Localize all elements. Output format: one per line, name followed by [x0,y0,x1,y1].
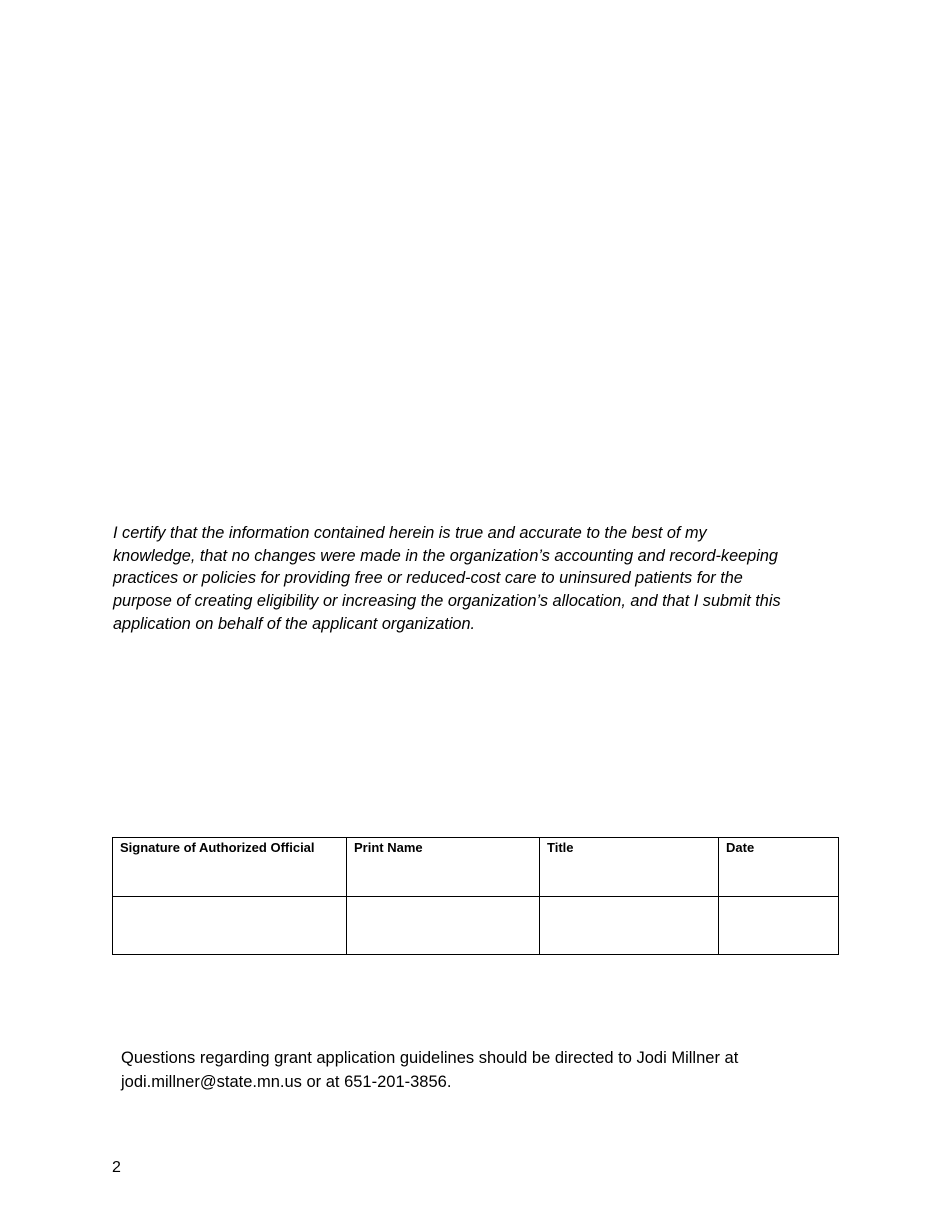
signature-table [112,837,839,955]
certification-line: I certify that the information contained herein is true and accurate to the best of my [113,524,707,542]
print-name-field[interactable] [347,897,540,955]
date-field[interactable] [719,897,839,955]
certification-line: knowledge, that no changes were made in the organization’s accounting and record-keeping [113,546,778,565]
page-number: 2 [112,1159,121,1176]
certification-line: purpose of creating eligibility or increasing the organization’s allocation, and that I submit this [113,592,781,611]
header-title: Title [540,838,719,897]
contact-info [121,1047,821,1094]
title-field[interactable] [540,897,719,955]
header-print-name: Print Name [347,838,540,897]
certification-statement [113,522,833,636]
contact-line: jodi.millner@state.mn.us or at 651-201-3856. [121,1072,452,1091]
signature-table-header-row [113,838,839,897]
header-signature: Signature of Authorized Official [113,838,347,897]
signature-field[interactable] [113,897,347,955]
certification-line: application on behalf of the applicant organization. [113,614,476,633]
header-date: Date [719,838,839,897]
contact-line: Questions regarding grant application guidelines should be directed to Jodi Millner at [121,1049,739,1067]
certification-line: practices or policies for providing free or reduced-cost care to uninsured patients for the [113,569,743,588]
signature-table-entry-row [113,897,839,955]
